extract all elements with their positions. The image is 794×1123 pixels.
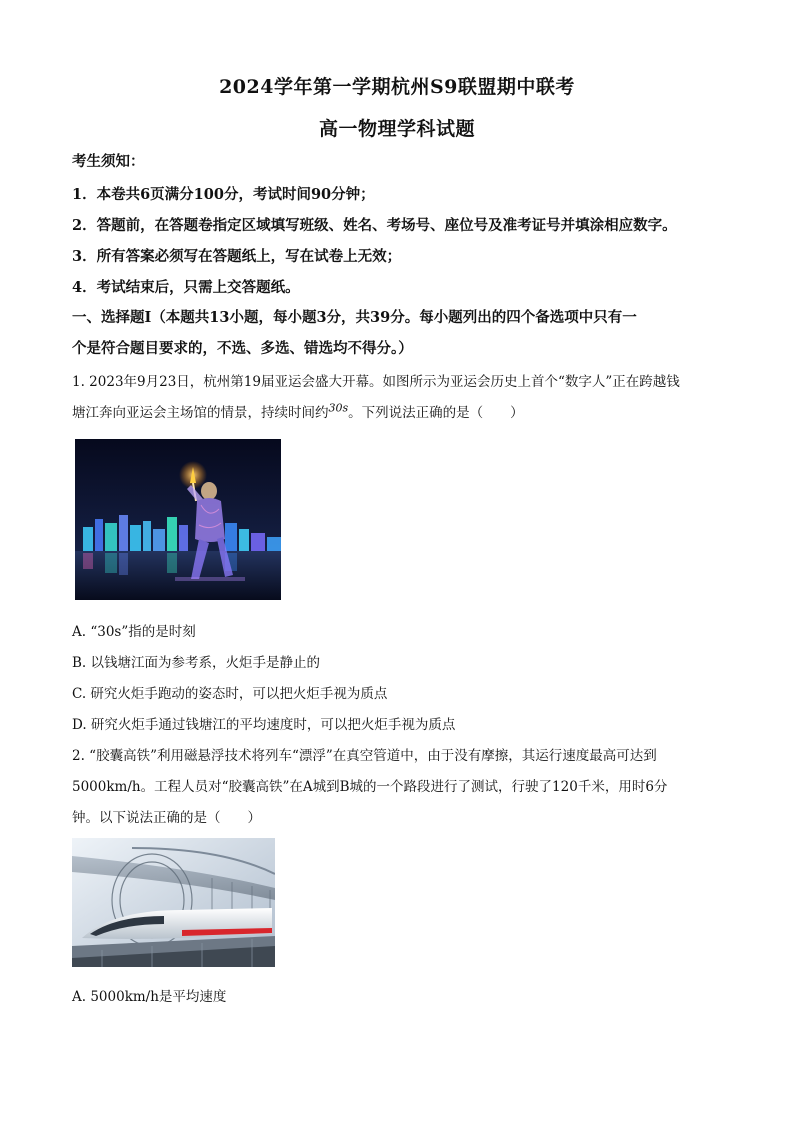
- q2-figure-capsule-train: [72, 838, 275, 967]
- q2-stem-line2: 5000km/h。工程人员对“胶囊高铁”在A城到B城的一个路段进行了测试，行驶了120千米，用时6分: [72, 779, 668, 795]
- notice-item-1: 1．本卷共6页满分100分，考试时间90分钟；: [72, 186, 375, 203]
- q1-stem-tail: 。下列说法正确的是（ ）: [348, 405, 524, 421]
- section-heading-line1: 一、选择题Ⅰ（本题共13小题，每小题3分，共39分。每小题列出的四个备选项中只有一: [72, 309, 637, 326]
- notice-item-2: 2．答题前，在答题卷指定区域填写班级、姓名、考场号、座位号及准考证号并填涂相应数字。: [72, 217, 677, 234]
- q2-option-a: A. 5000km/h是平均速度: [72, 989, 227, 1005]
- q1-stem-line1: 1. 2023年9月23日，杭州第19届亚运会盛大开幕。如图所示为亚运会历史上首个“数字人”正在跨越钱: [72, 374, 680, 390]
- exam-title: 2024学年第一学期杭州S9联盟期中联考: [219, 76, 575, 98]
- q1-figure-digital-torchbearer: [75, 439, 281, 600]
- section-heading-line2: 个是符合题目要求的，不选、多选、错选均不得分。）: [72, 340, 413, 357]
- q1-option-a: A. “30s”指的是时刻: [72, 624, 196, 640]
- notice-item-3: 3．所有答案必须写在答题纸上，写在试卷上无效；: [72, 248, 402, 265]
- q2-stem-line1: 2. “胶囊高铁”利用磁悬浮技术将列车“漂浮”在真空管道中，由于没有摩擦，其运行速度最高可达到: [72, 748, 657, 764]
- q1-stem-text: 塘江奔向亚运会主场馆的情景，持续时间约: [72, 405, 329, 421]
- notice-heading: 考生须知：: [72, 153, 145, 170]
- exam-subtitle: 高一物理学科试题: [318, 118, 475, 140]
- q1-duration-value: 30s: [328, 401, 349, 415]
- q1-option-d: D. 研究火炬手通过钱塘江的平均速度时，可以把火炬手视为质点: [72, 717, 456, 733]
- q1-option-c: C. 研究火炬手跑动的姿态时，可以把火炬手视为质点: [72, 686, 388, 702]
- notice-item-4: 4．考试结束后，只需上交答题纸。: [72, 279, 300, 296]
- q1-option-b: B. 以钱塘江面为参考系，火炬手是静止的: [72, 655, 321, 671]
- q2-stem-line3: 钟。以下说法正确的是（ ）: [72, 810, 261, 826]
- q1-stem-line2: [72, 401, 732, 421]
